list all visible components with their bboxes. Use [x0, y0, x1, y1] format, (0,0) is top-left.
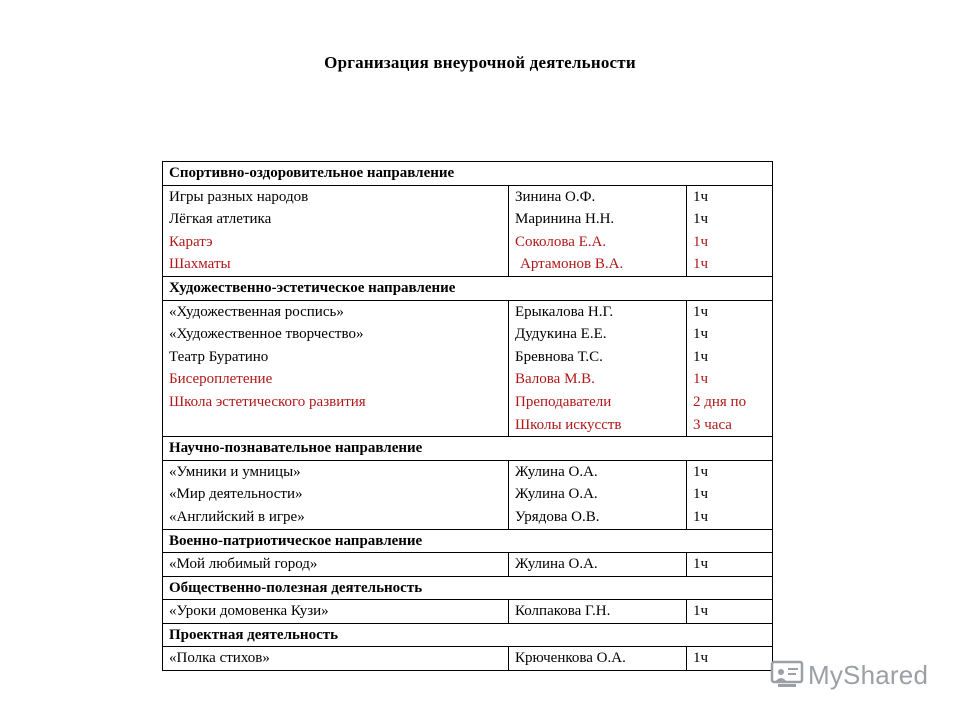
activity-cell	[163, 460, 509, 529]
teacher-name: Ерыкалова Н.Г.	[515, 303, 614, 320]
hours-cell	[687, 600, 773, 624]
section-body-row	[163, 553, 773, 577]
activity-name: Лёгкая атлетика	[169, 211, 272, 228]
hours-value: 1ч	[693, 188, 709, 205]
teacher-cell	[509, 460, 687, 529]
section-title: Военно-патриотическое направление	[163, 529, 773, 553]
section-header-row	[163, 162, 773, 186]
hours-value: 3 часа	[693, 416, 732, 433]
teacher-name: Маринина Н.Н.	[515, 211, 615, 228]
teacher-name: Крюченкова О.А.	[515, 650, 626, 667]
activity-name: «Уроки домовенка Кузи»	[169, 603, 329, 620]
section-header-row	[163, 276, 773, 300]
activity-name: Шахматы	[169, 256, 231, 273]
activity-name: «Художественная роспись»	[169, 303, 344, 320]
myshared-logo	[770, 658, 928, 692]
activity-cell	[163, 553, 509, 577]
hours-value: 1ч	[693, 326, 709, 343]
activity-cell	[163, 300, 509, 437]
activity-name: «Полка стихов»	[169, 650, 270, 667]
activity-name: Театр Буратино	[169, 348, 269, 365]
hours-cell	[687, 300, 773, 437]
section-body-row	[163, 300, 773, 437]
page-title: Организация внеурочной деятельности	[324, 53, 636, 72]
hours-value: 1ч	[693, 556, 709, 573]
teacher-name: Жулина О.А.	[515, 556, 598, 573]
teacher-cell	[509, 300, 687, 437]
teacher-name: Жулина О.А.	[515, 486, 598, 503]
teacher-name: Соколова Е.А.	[515, 233, 607, 250]
teacher-name: Жулина О.А.	[515, 463, 598, 480]
section-title: Научно-познавательное направление	[163, 437, 773, 461]
hours-cell	[687, 553, 773, 577]
teacher-cell	[509, 185, 687, 276]
section-body-row	[163, 460, 773, 529]
hours-value: 1ч	[693, 348, 709, 365]
teacher-name: Преподаватели	[515, 393, 612, 410]
activity-name: Каратэ	[169, 233, 213, 250]
hours-value: 1ч	[693, 463, 709, 480]
section-header-row	[163, 576, 773, 600]
section-title: Проектная деятельность	[163, 623, 773, 647]
hours-value: 1ч	[693, 650, 709, 667]
teacher-name: Валова М.В.	[515, 371, 595, 388]
teacher-cell	[509, 600, 687, 624]
activity-name: «Мой любимый город»	[169, 556, 318, 573]
hours-value: 1ч	[693, 371, 709, 388]
teacher-name: Бревнова Т.С.	[515, 348, 603, 365]
hours-cell	[687, 647, 773, 671]
hours-value: 1ч	[693, 233, 709, 250]
activity-cell	[163, 185, 509, 276]
section-header-row	[163, 623, 773, 647]
teacher-cell	[509, 553, 687, 577]
teacher-cell	[509, 647, 687, 671]
hours-value: 1ч	[693, 508, 709, 525]
section-title: Спортивно-оздоровительное направление	[163, 162, 773, 186]
section-header-row	[163, 437, 773, 461]
section-title: Общественно-полезная деятельность	[163, 576, 773, 600]
hours-value: 1ч	[693, 303, 709, 320]
teacher-name: Школы искусств	[515, 416, 622, 433]
hours-value: 1ч	[693, 256, 709, 273]
section-body-row	[163, 600, 773, 624]
activity-name: Бисероплетение	[169, 371, 273, 388]
hours-value: 1ч	[693, 211, 709, 228]
classroom-icon	[770, 659, 804, 691]
activity-cell	[163, 647, 509, 671]
logo-text: MyShared	[808, 659, 929, 690]
activity-name: «Умники и умницы»	[169, 463, 301, 480]
hours-value: 1ч	[693, 603, 709, 620]
activity-name: «Художественное творчество»	[169, 326, 364, 343]
section-body-row	[163, 647, 773, 671]
activity-name: Игры разных народов	[169, 188, 309, 205]
hours-cell	[687, 460, 773, 529]
teacher-name: Дудукина Е.Е.	[515, 326, 607, 343]
section-header-row	[163, 529, 773, 553]
teacher-name: Урядова О.В.	[515, 508, 600, 525]
hours-value: 1ч	[693, 486, 709, 503]
teacher-name: Колпакова Г.Н.	[515, 603, 611, 620]
section-title: Художественно-эстетическое направление	[163, 276, 773, 300]
activity-name: «Мир деятельности»	[169, 486, 303, 503]
teacher-name: Артамонов В.А.	[520, 256, 624, 273]
activity-name: Школа эстетического развития	[169, 393, 366, 410]
activity-cell	[163, 600, 509, 624]
section-body-row	[163, 185, 773, 276]
teacher-name: Зинина О.Ф.	[515, 188, 596, 205]
hours-value: 2 дня по	[693, 393, 747, 410]
activities-table	[162, 161, 773, 671]
hours-cell	[687, 185, 773, 276]
activity-name: «Английский в игре»	[169, 508, 305, 525]
